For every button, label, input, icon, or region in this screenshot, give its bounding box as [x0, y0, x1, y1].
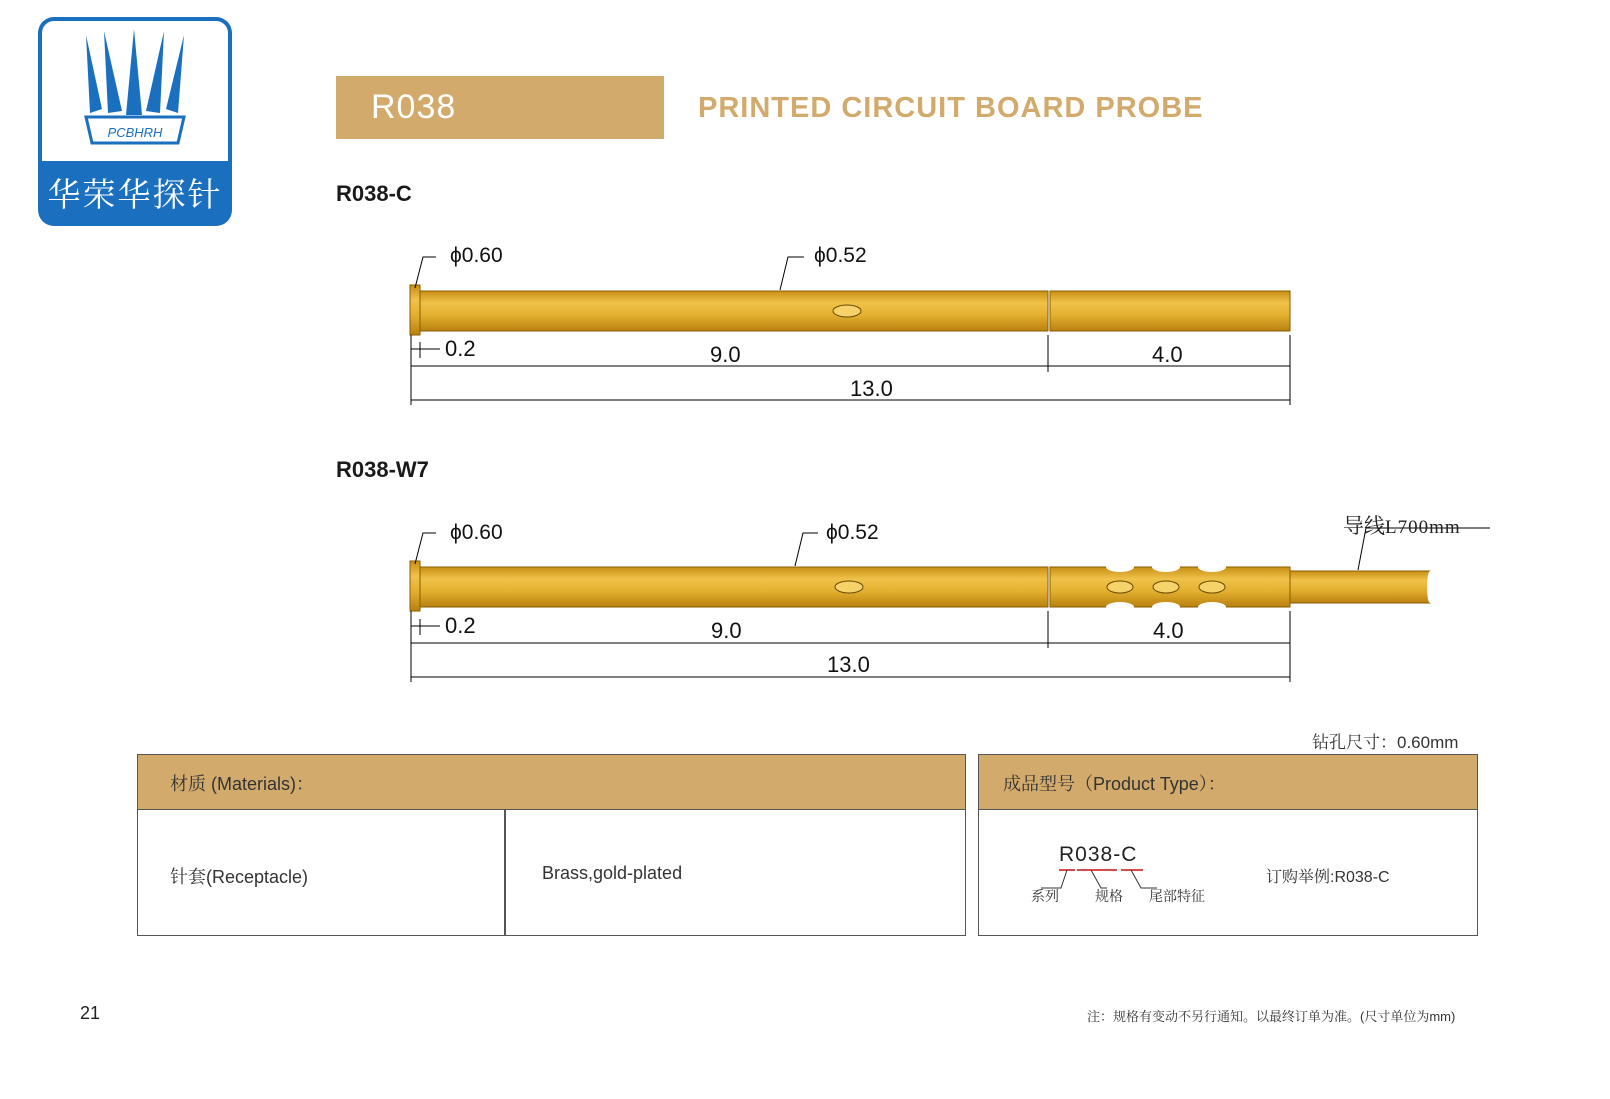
product-type-table: [978, 754, 1478, 936]
wire-label-text: 导线: [1343, 515, 1385, 538]
logo-brand-cn: 华荣华探针: [47, 175, 223, 214]
probe-2-body-diameter: ϕ0.52: [826, 521, 879, 544]
probe-2-head: [410, 561, 420, 611]
code-label-tail: 尾部特征: [1149, 888, 1205, 904]
logo-brand-en: PCBHRH: [107, 125, 163, 140]
probe-2-notch-top-1: [1106, 562, 1134, 572]
footer-note: 注：规格有变动不另行通知。以最终订单为准。(尺寸单位为mm): [1087, 1009, 1456, 1024]
probe-2-wire-label: [1343, 510, 1461, 540]
materials-divider: [504, 809, 506, 935]
materials-material: Brass,gold-plated: [542, 863, 683, 883]
probe-1-body-length: 9.0: [710, 342, 741, 367]
probe-2-body-length: 9.0: [711, 618, 742, 643]
probe-1-total-length: 13.0: [850, 376, 893, 401]
probe-2-title: R038-W7: [336, 457, 429, 482]
product-code: R038-C: [1059, 843, 1138, 866]
code-label-spec: 规格: [1095, 888, 1123, 904]
probe-2-tail-length: 4.0: [1153, 618, 1184, 643]
probe-2-body: [420, 567, 1048, 607]
probe-2-hole: [835, 581, 863, 593]
model-title: R038: [371, 88, 457, 126]
probe-1-tail-length: 4.0: [1152, 342, 1183, 367]
probe-2-notch-bottom-3: [1198, 602, 1226, 612]
probe-2-head-diameter: ϕ0.60: [450, 521, 503, 544]
probe-1-head-length: 0.2: [445, 336, 476, 361]
probe-2-notch-bottom-1: [1106, 602, 1134, 612]
probe-2-crimp-3: [1199, 581, 1225, 593]
drill-size: 钻孔尺寸：0.60mm: [1312, 733, 1459, 752]
probe-2-crimp-1: [1107, 581, 1133, 593]
probe-2-notch-bottom-2: [1152, 602, 1180, 612]
wire-length: L700mm: [1385, 517, 1461, 538]
page-heading: PRINTED CIRCUIT BOARD PROBE: [698, 92, 1204, 124]
materials-table: [137, 754, 966, 936]
page-number: 21: [80, 1003, 101, 1023]
probe-2-head-length: 0.2: [445, 613, 476, 638]
materials-table-header: [138, 755, 965, 810]
order-example: 订购举例:R038-C: [1266, 869, 1390, 886]
code-leader-lines: [979, 755, 1477, 935]
product-type-header-label: 成品型号（Product Type）：: [1003, 774, 1226, 794]
probe-2-notch-top-3: [1198, 562, 1226, 572]
probe-1-body-diameter: ϕ0.52: [814, 244, 867, 267]
probe-2-wire: [1290, 571, 1430, 603]
probe-2-crimp-2: [1153, 581, 1179, 593]
probe-2-total-length: 13.0: [827, 652, 870, 677]
materials-header-label: 材质 (Materials)：: [170, 774, 315, 794]
probe-1-title: R038-C: [336, 181, 412, 206]
probe-1-head-diameter: ϕ0.60: [450, 244, 503, 267]
probe-2-notch-top-2: [1152, 562, 1180, 572]
probe-2-wire-end: [1427, 571, 1433, 603]
code-label-series: 系列: [1031, 888, 1059, 904]
materials-part: 针套(Receptacle): [170, 867, 309, 887]
